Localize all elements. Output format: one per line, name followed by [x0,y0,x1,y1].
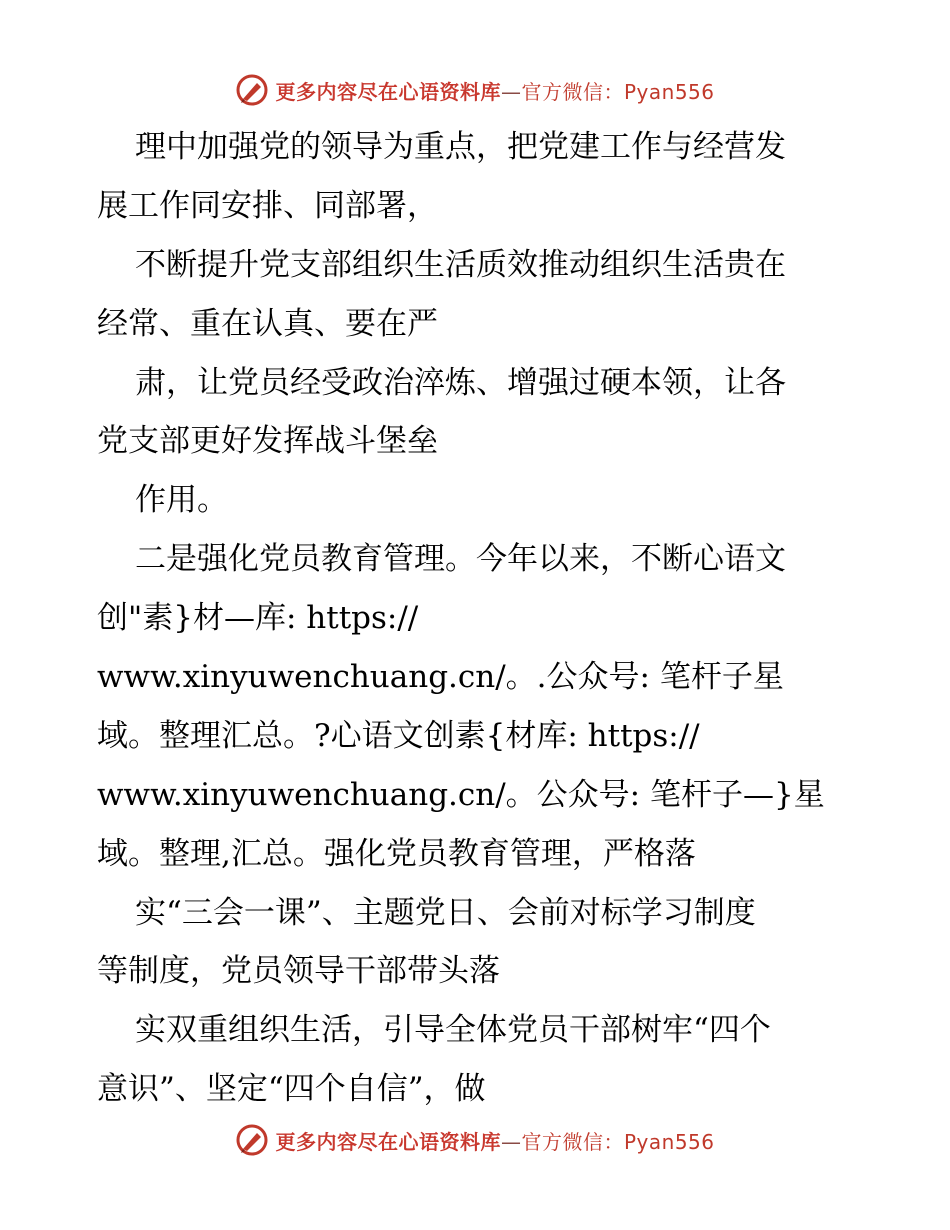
watermark-separator: — [500,1129,522,1154]
text-line: 展工作同安排、同部署， [97,187,438,224]
text-line: 意识”、坚定“四个自信”，做 [97,1071,486,1108]
text-line: 理中加强党的领导为重点，把党建工作与经营发 [135,129,786,165]
watermark-brand: 更多内容尽在心语资料库 [275,79,501,104]
watermark-wechat-id: Pyan556 [623,1129,715,1154]
watermark-official-label: 官方微信： [521,79,624,104]
text-line: 等制度，党员领导干部带头落 [97,953,500,990]
text-line: www.xinyuwenchuang.cn/。.公众号: 笔杆子星 [97,659,784,696]
text-line: 二是强化党员教育管理。今年以来，不断心语文 [135,541,786,578]
watermark-brand: 更多内容尽在心语资料库 [275,1129,501,1154]
watermark-wechat-id: Pyan556 [623,79,715,104]
text-line: 不断提升党支部组织生活质效推动组织生活贵在 [135,246,786,283]
pen-logo-icon [235,73,269,107]
text-line: 经常、重在认真、要在严 [97,305,438,342]
text-line: www.xinyuwenchuang.cn/。公众号: 笔杆子—}星 [97,776,825,813]
text-line: 创"素}材—库: https:// [97,600,419,637]
watermark-official-label: 官方微信： [521,1129,624,1154]
header-watermark [0,70,950,110]
text-line: 党支部更好发挥战斗堡垒 [97,423,438,460]
watermark-text [275,1126,714,1155]
watermark-separator: — [500,79,522,104]
text-line: 实“三会一课”、主题党日、会前对标学习制度 [135,894,756,931]
text-line: 实双重组织生活，引导全体党员干部树牢“四个 [135,1012,771,1049]
text-line: 域。整理汇总。?心语文创素{材库: https:// [97,717,700,754]
text-line: 域。整理,汇总。强化党员教育管理，严格落 [97,835,696,872]
document-body [97,118,857,1119]
watermark-text [275,76,714,105]
footer-watermark [0,1120,950,1160]
text-line: 肃，让党员经受政治淬炼、增强过硬本领，让各 [135,364,786,401]
pen-logo-icon [235,1123,269,1157]
text-line: 作用。 [135,482,228,519]
